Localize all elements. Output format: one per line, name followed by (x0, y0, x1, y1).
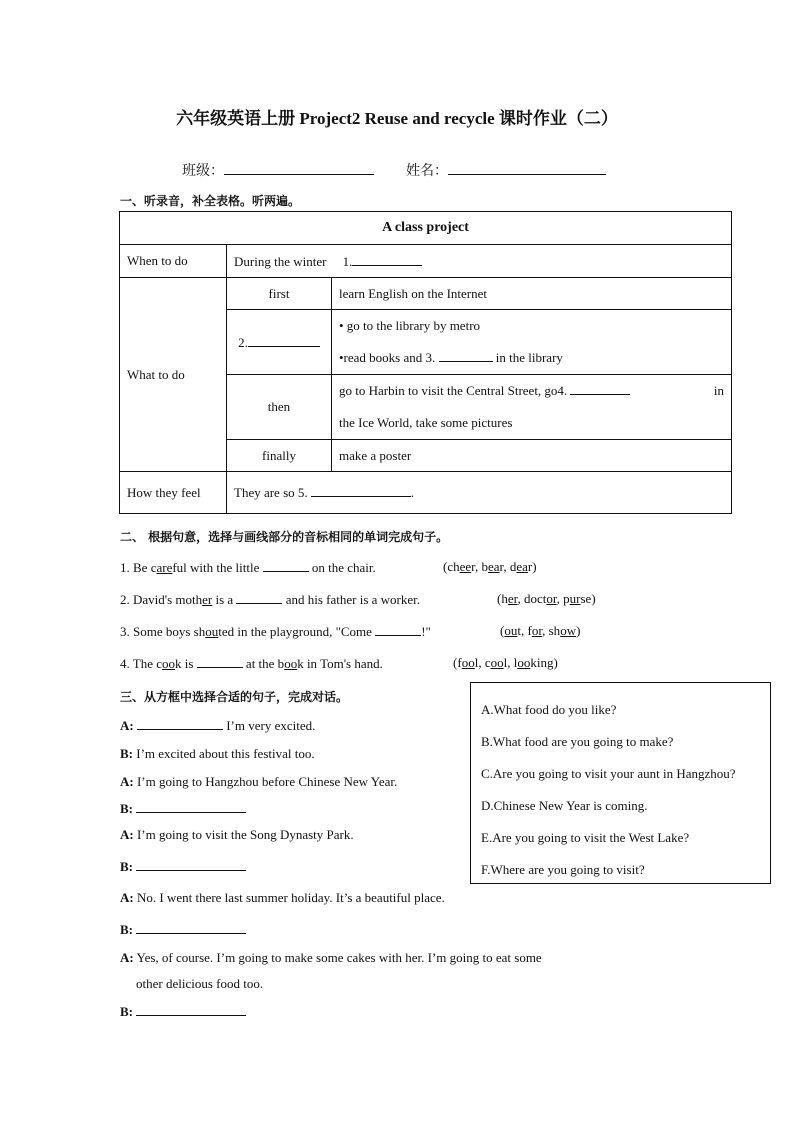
then-line-2: the Ice World, take some pictures (339, 415, 513, 430)
blank-2-cell (227, 310, 332, 375)
dialogue-line-10: other delicious food too. (136, 976, 264, 991)
dialogue-line-3: A: I’m going to Hangzhou before Chinese New Year. (120, 774, 398, 789)
section3-heading: 三、从方框中选择合适的句子，完成对话。 (120, 690, 349, 704)
blank-1[interactable] (352, 253, 422, 266)
q3-underline: ou (205, 624, 219, 639)
class-blank[interactable] (224, 160, 374, 175)
q4-blank[interactable] (197, 655, 243, 668)
name-label: 姓名： (406, 164, 448, 179)
dialogue-blank-1[interactable] (137, 717, 223, 730)
dialogue-line-2: B: I’m excited about this festival too. (120, 746, 315, 761)
option-f: F.Where are you going to visit? (481, 862, 645, 877)
q4-text: 4. The c (120, 656, 162, 671)
dialogue-line-1: A: I’m very excited. (120, 718, 316, 733)
q1-underline: are (156, 560, 173, 575)
table-title: A class project (120, 212, 732, 245)
when-label: When to do (120, 245, 227, 278)
option-a: A.What food do you like? (481, 702, 617, 717)
dialogue-blank-5[interactable] (136, 1003, 246, 1016)
q2-post: and his father is a worker. (282, 592, 421, 607)
speaker-a: A: (120, 774, 134, 789)
dialogue-blank-4[interactable] (136, 921, 246, 934)
q2-options: (her, doctor, purse) (497, 591, 596, 606)
blank-4[interactable] (570, 382, 630, 395)
dialogue-line-11 (120, 1003, 246, 1020)
dialogue-line-5: A: I’m going to visit the Song Dynasty Park. (120, 827, 354, 842)
q3-blank[interactable] (375, 623, 421, 636)
name-blank[interactable] (448, 160, 606, 175)
dialogue-line-8 (120, 921, 246, 938)
second-line-2 (339, 342, 724, 374)
q4-options: (fool, cool, looking) (453, 655, 558, 670)
then-line-1a: go to Harbin to visit the Central Street, go4. (339, 383, 568, 398)
speaker-a: A: (120, 718, 134, 733)
q3-options: (out, for, show) (500, 623, 581, 638)
q3-mid: ted in the playground, "Come (218, 624, 376, 639)
question-3 (120, 623, 431, 640)
question-4 (120, 655, 383, 672)
then-line-1b: in (713, 383, 724, 398)
q4-tail: k in Tom's hand. (297, 656, 383, 671)
q4-underline-2: oo (284, 656, 298, 671)
speaker-b: B: (120, 801, 133, 816)
speaker-b: B: (120, 922, 133, 937)
section2-heading: 二、 根据句意，选择与画线部分的音标相同的单词完成句子。 (120, 530, 449, 544)
q3-post: !" (421, 624, 431, 639)
when-value-cell (227, 245, 732, 278)
finally-value: make a poster (332, 440, 732, 472)
what-label: What to do (120, 278, 227, 472)
dialogue-blank-3[interactable] (136, 858, 246, 871)
option-e: E.Are you going to visit the West Lake? (481, 830, 690, 845)
second-step-cell (332, 310, 732, 375)
speaker-b: B: (120, 746, 133, 761)
class-project-table (119, 211, 732, 514)
blank-2[interactable] (248, 334, 320, 347)
q2-mid: is a (212, 592, 237, 607)
option-b: B.What food are you going to make? (481, 734, 674, 749)
question-2 (120, 591, 420, 608)
option-c: C.Are you going to visit your aunt in Hangzhou? (481, 766, 736, 781)
dialogue-line-9: A: Yes, of course. I’m going to make some cakes with her. I’m going to eat some (120, 950, 542, 965)
blank-5[interactable] (311, 484, 411, 497)
speaker-a: A: (120, 890, 134, 905)
q4-underline: oo (162, 656, 175, 671)
q1-mid: ful with the little (172, 560, 263, 575)
dialogue-line-4 (120, 800, 246, 817)
q1-blank[interactable] (263, 559, 309, 572)
speaker-b: B: (120, 1004, 133, 1019)
class-field (182, 160, 374, 180)
how-cell (227, 472, 732, 514)
blank-2-label: 2. (238, 334, 248, 350)
class-label: 班级： (182, 164, 224, 179)
q4-post: at the b (242, 656, 285, 671)
then-line-1 (339, 375, 724, 407)
q2-text: 2. David's moth (120, 592, 203, 607)
q3-text: 3. Some boys sh (120, 624, 206, 639)
q1-post: on the chair. (308, 560, 376, 575)
how-end: . (410, 485, 415, 500)
how-value: They are so 5. (234, 485, 308, 500)
finally-label: finally (227, 440, 332, 472)
blank-1-label: 1. (342, 253, 353, 269)
option-d: D.Chinese New Year is coming. (481, 798, 648, 813)
first-value: learn English on the Internet (332, 278, 732, 310)
q2-blank[interactable] (236, 591, 282, 604)
section1-heading: 一、听录音，补全表格。听两遍。 (120, 194, 301, 208)
q4-mid: k is (175, 656, 197, 671)
then-cell (332, 375, 732, 440)
how-label: How they feel (120, 472, 227, 514)
blank-3[interactable] (439, 349, 493, 362)
name-field (406, 160, 606, 180)
when-value: During the winter (234, 253, 327, 269)
speaker-a: A: (120, 827, 134, 842)
speaker-b: B: (120, 859, 133, 874)
second-line-1: • go to the library by metro (339, 318, 481, 333)
question-1 (120, 559, 376, 576)
second-line-2b: in the library (495, 350, 563, 365)
dialogue-blank-2[interactable] (136, 800, 246, 813)
dialogue-line-7: A: No. I went there last summer holiday. It’s a beautiful place. (120, 890, 445, 905)
q1-text: 1. Be c (120, 560, 157, 575)
speaker-a: A: (120, 950, 134, 965)
page-title: 六年级英语上册 Project2 Reuse and recycle 课时作业（二） (176, 109, 618, 128)
then-label: then (227, 375, 332, 440)
dialogue-line-6 (120, 858, 246, 875)
q2-underline: er (202, 592, 213, 607)
first-label: first (227, 278, 332, 310)
options-box (470, 682, 771, 884)
q1-options: (cheer, bear, dear) (443, 559, 537, 574)
second-line-2a: •read books and 3. (339, 350, 436, 365)
